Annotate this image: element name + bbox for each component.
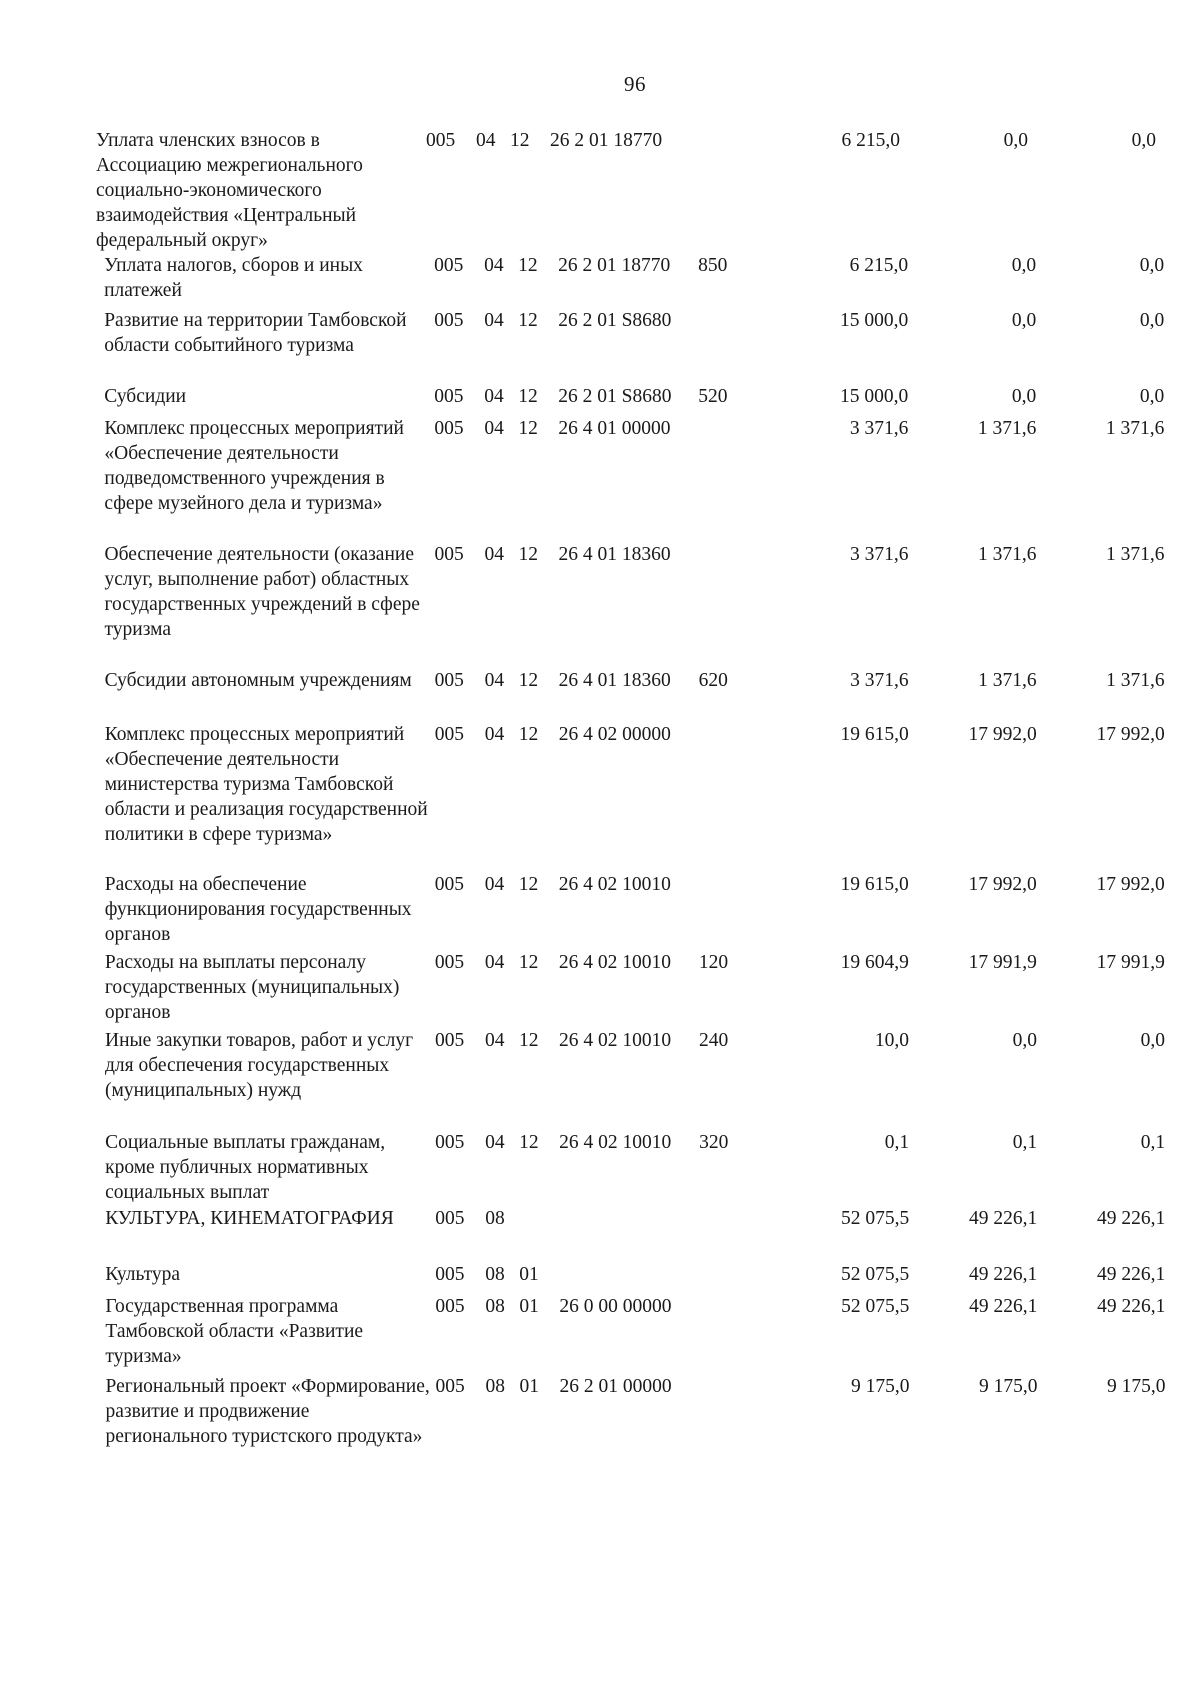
- cell-vr-code: 120: [698, 952, 729, 973]
- cell-gr-code: 005: [434, 670, 464, 691]
- cell-sum-2: 0,0: [1011, 255, 1037, 276]
- cell-sum-1: 9 175,0: [851, 1376, 910, 1397]
- cell-sum-3: 49 226,1: [1097, 1296, 1166, 1317]
- cell-gr-code: 005: [434, 310, 464, 331]
- cell-sum-2: 17 992,0: [968, 724, 1037, 745]
- cell-csr-code: 26 2 01 18770: [558, 255, 671, 276]
- cell-pr-code: 01: [519, 1296, 539, 1317]
- cell-sum-1: 3 371,6: [850, 670, 909, 691]
- table-row: [104, 253, 1184, 303]
- table-row: [104, 384, 1184, 409]
- cell-gr-code: 005: [434, 724, 464, 745]
- cell-sum-2: 0,0: [1011, 386, 1037, 407]
- cell-rz-code: 04: [484, 670, 505, 691]
- row-name: Культура: [105, 1264, 181, 1285]
- cell-rz-code: 04: [484, 418, 504, 439]
- row-name: Региональный проект «Формирование, развитие и продвижение регионального туристского продукта»: [105, 1376, 430, 1447]
- row-name: КУЛЬТУРА, КИНЕМАТОГРАФИЯ: [105, 1208, 394, 1229]
- cell-rz-code: 04: [484, 386, 504, 407]
- cell-csr-code: 26 2 01 00000: [559, 1376, 672, 1397]
- cell-csr-code: 26 4 02 10010: [559, 1132, 672, 1153]
- cell-csr-code: 26 4 01 18360: [558, 544, 671, 565]
- cell-sum-1: 6 215,0: [841, 130, 900, 151]
- cell-rz-code: 08: [485, 1264, 505, 1285]
- cell-sum-1: 19 604,9: [840, 952, 909, 973]
- cell-sum-3: 0,0: [1131, 130, 1156, 151]
- cell-vr-code: 520: [698, 386, 728, 407]
- cell-rz-code: 04: [484, 874, 505, 895]
- cell-csr-code: 26 4 02 00000: [558, 724, 671, 745]
- cell-gr-code: 005: [435, 1376, 465, 1397]
- cell-sum-2: 1 371,6: [977, 418, 1037, 439]
- cell-sum-3: 0,0: [1139, 386, 1165, 407]
- cell-sum-2: 0,0: [1003, 130, 1028, 151]
- cell-vr-code: 240: [699, 1030, 729, 1051]
- cell-sum-1: 3 371,6: [850, 544, 909, 565]
- cell-gr-code: 005: [434, 418, 464, 439]
- cell-sum-1: 3 371,6: [849, 418, 909, 439]
- cell-sum-2: 9 175,0: [979, 1376, 1038, 1397]
- table-row: [105, 722, 1185, 847]
- cell-sum-3: 0,0: [1140, 1030, 1165, 1051]
- cell-gr-code: 005: [435, 1264, 465, 1285]
- cell-pr-code: 01: [519, 1376, 539, 1397]
- row-name: Комплекс процессных мероприятий «Обеспечение деятельности министерства туризма Тамбовской области и реализация государственной политики в сфере туризма»: [104, 724, 428, 845]
- cell-pr-code: 12: [510, 130, 530, 151]
- row-name: Обеспечение деятельности (оказание услуг, выполнение работ) областных государственных учреждений в сфере туризма: [104, 544, 420, 640]
- cell-pr-code: 12: [518, 952, 539, 973]
- cell-sum-2: 17 991,9: [968, 952, 1037, 973]
- table-row: [105, 1294, 1185, 1369]
- table-row: [105, 1028, 1185, 1103]
- cell-sum-2: 49 226,1: [969, 1296, 1038, 1317]
- cell-pr-code: 12: [518, 670, 539, 691]
- cell-sum-2: 49 226,1: [968, 1208, 1038, 1229]
- cell-sum-3: 17 992,0: [1096, 724, 1165, 745]
- cell-sum-2: 1 371,6: [978, 670, 1037, 691]
- cell-pr-code: 12: [518, 310, 538, 331]
- row-name: Уплата членских взносов в Ассоциацию межрегионального социально-экономического взаимодействия «Центральный федеральный округ»: [96, 130, 363, 251]
- table-row: [105, 872, 1185, 947]
- cell-sum-1: 52 075,5: [841, 1296, 910, 1317]
- cell-rz-code: 04: [484, 952, 505, 973]
- cell-gr-code: 005: [434, 386, 464, 407]
- cell-sum-1: 10,0: [874, 1030, 909, 1051]
- row-name: Расходы на обеспечение функционирования государственных органов: [104, 874, 412, 945]
- cell-sum-2: 0,1: [1012, 1132, 1038, 1153]
- cell-rz-code: 04: [485, 1030, 505, 1051]
- cell-sum-3: 49 226,1: [1096, 1208, 1166, 1229]
- cell-gr-code: 005: [434, 952, 465, 973]
- cell-vr-code: 850: [698, 255, 728, 276]
- cell-gr-code: 005: [435, 1030, 465, 1051]
- page-number: 96: [624, 72, 646, 96]
- cell-rz-code: 08: [485, 1296, 505, 1317]
- table-row: [104, 416, 1184, 516]
- row-name: Комплекс процессных мероприятий «Обеспечение деятельности подведомственного учреждения в сфере музейного дела и туризма»: [104, 418, 404, 514]
- cell-sum-3: 17 991,9: [1096, 952, 1165, 973]
- cell-sum-2: 49 226,1: [969, 1264, 1038, 1285]
- cell-vr-code: 320: [699, 1132, 729, 1153]
- cell-csr-code: 26 2 01 S8680: [558, 386, 672, 407]
- cell-sum-3: 1 371,6: [1106, 544, 1165, 565]
- cell-csr-code: 26 4 01 18360: [558, 670, 671, 691]
- cell-sum-1: 6 215,0: [849, 255, 909, 276]
- cell-csr-code: 26 2 01 S8680: [558, 310, 672, 331]
- cell-sum-2: 17 992,0: [968, 874, 1037, 895]
- cell-gr-code: 005: [434, 874, 465, 895]
- cell-sum-1: 52 075,5: [841, 1264, 910, 1285]
- cell-pr-code: 01: [519, 1264, 539, 1285]
- cell-gr-code: 005: [434, 544, 464, 565]
- cell-sum-3: 1 371,6: [1105, 418, 1165, 439]
- cell-sum-1: 0,1: [884, 1132, 910, 1153]
- cell-sum-1: 19 615,0: [840, 874, 909, 895]
- row-name: Субсидии автономным учреждениям: [104, 670, 412, 691]
- cell-pr-code: 12: [518, 544, 538, 565]
- table-row: [106, 1374, 1186, 1449]
- table-row: [104, 308, 1184, 358]
- cell-rz-code: 04: [484, 544, 504, 565]
- cell-csr-code: 26 4 02 10010: [558, 952, 672, 973]
- cell-rz-code: 08: [485, 1208, 505, 1229]
- row-name: Социальные выплаты гражданам, кроме публичных нормативных социальных выплат: [105, 1132, 386, 1203]
- row-name: Уплата налогов, сборов и иных платежей: [104, 255, 363, 301]
- cell-gr-code: 005: [426, 130, 456, 151]
- cell-rz-code: 04: [484, 724, 505, 745]
- cell-sum-3: 49 226,1: [1097, 1264, 1166, 1285]
- cell-rz-code: 08: [485, 1376, 505, 1397]
- cell-sum-1: 15 000,0: [839, 310, 909, 331]
- table-row: [105, 1130, 1185, 1205]
- table-row: [105, 668, 1185, 693]
- cell-csr-code: 26 4 02 10010: [558, 874, 671, 895]
- cell-pr-code: 12: [518, 255, 538, 276]
- table-row: [105, 1262, 1185, 1287]
- cell-sum-3: 0,1: [1140, 1132, 1166, 1153]
- cell-pr-code: 12: [518, 874, 539, 895]
- row-name: Государственная программа Тамбовской области «Развитие туризма»: [105, 1296, 364, 1367]
- cell-pr-code: 12: [518, 418, 538, 439]
- cell-pr-code: 12: [519, 1030, 539, 1051]
- cell-csr-code: 26 4 01 00000: [558, 418, 671, 439]
- cell-csr-code: 26 0 00 00000: [559, 1296, 672, 1317]
- cell-sum-3: 17 992,0: [1096, 874, 1165, 895]
- row-name: Развитие на территории Тамбовской области событийного туризма: [104, 310, 407, 356]
- cell-sum-1: 15 000,0: [840, 386, 909, 407]
- cell-csr-code: 26 4 02 10010: [559, 1030, 672, 1051]
- cell-sum-1: 19 615,0: [840, 724, 909, 745]
- cell-gr-code: 005: [435, 1132, 465, 1153]
- cell-sum-3: 0,0: [1139, 310, 1165, 331]
- cell-sum-3: 9 175,0: [1107, 1376, 1166, 1397]
- cell-pr-code: 12: [519, 1132, 539, 1153]
- cell-sum-2: 0,0: [1011, 310, 1037, 331]
- table-row: [105, 542, 1185, 642]
- cell-vr-code: 620: [698, 670, 728, 691]
- table-row: [105, 950, 1185, 1025]
- cell-sum-2: 0,0: [1012, 1030, 1037, 1051]
- row-name: Расходы на выплаты персоналу государственных (муниципальных) органов: [104, 952, 400, 1023]
- table-row: [96, 128, 1176, 253]
- cell-rz-code: 04: [484, 255, 504, 276]
- cell-gr-code: 005: [435, 1296, 465, 1317]
- row-name: Иные закупки товаров, работ и услуг для обеспечения государственных (муниципальных) нужд: [105, 1030, 414, 1101]
- cell-rz-code: 04: [476, 130, 496, 151]
- cell-csr-code: 26 2 01 18770: [550, 130, 663, 151]
- cell-sum-2: 1 371,6: [978, 544, 1037, 565]
- cell-sum-3: 1 371,6: [1106, 670, 1165, 691]
- cell-pr-code: 12: [518, 724, 539, 745]
- cell-sum-3: 0,0: [1139, 255, 1165, 276]
- cell-gr-code: 005: [434, 255, 464, 276]
- cell-pr-code: 12: [518, 386, 538, 407]
- cell-sum-1: 52 075,5: [840, 1208, 910, 1229]
- table-row: [105, 1206, 1185, 1231]
- row-name: Субсидии: [104, 386, 187, 407]
- cell-rz-code: 04: [484, 310, 504, 331]
- cell-rz-code: 04: [485, 1132, 505, 1153]
- cell-gr-code: 005: [435, 1208, 465, 1229]
